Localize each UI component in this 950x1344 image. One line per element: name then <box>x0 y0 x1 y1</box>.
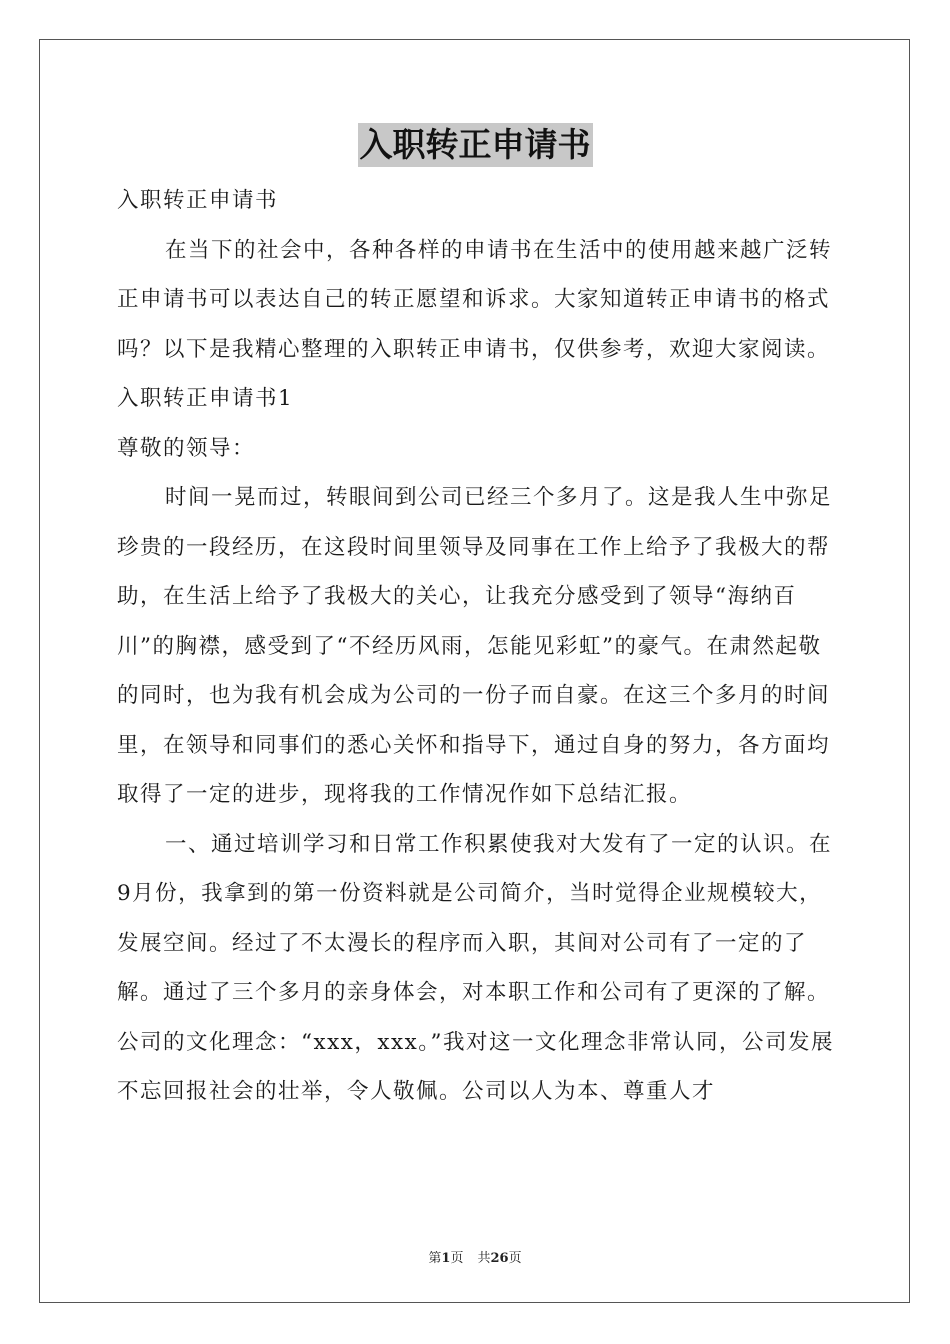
paragraph-heading: 入职转正申请书 <box>117 188 279 213</box>
document-body <box>117 176 835 1117</box>
page-prefix: 第 <box>428 1251 442 1266</box>
total-prefix: 共 <box>477 1251 491 1266</box>
paragraph-intro: 在当下的社会中，各种各样的申请书在生活中的使用越来越广泛转正申请书可以表达自己的转正愿望和诉求。大家知道转正申请书的格式吗？以下是我精心整理的入职转正申请书，仅供参考，欢迎大家阅读。 <box>117 237 833 362</box>
paragraph-body-1: 时间一晃而过，转眼间到公司已经三个多月了。这是我人生中弥足珍贵的一段经历，在这段时间里领导及同事在工作上给予了我极大的帮助，在生活上给予了我极大的关心，让我充分感受到了领导“海纳百川”的胸襟，感受到了“不经历风雨，怎能见彩虹”的豪气。在肃然起敬的同时，也为我有机会成为公司的一份子而自豪。在这三个多月的时间里，在领导和同事们的悉心关怀和指导下，通过自身的努力，各方面均取得了一定的进步，现将我的工作情况作如下总结汇报。 <box>117 485 833 807</box>
page-total: 26 <box>490 1251 509 1266</box>
document-title: 入职转正申请书 <box>358 123 593 167</box>
paragraph-body-2: 一、通过培训学习和日常工作积累使我对大发有了一定的认识。在9月份，我拿到的第一份资料就是公司简介，当时觉得企业规模较大，发展空间。经过了不太漫长的程序而入职，其间对公司有了一定的了解。通过了三个多月的亲身体会，对本职工作和公司有了更深的了解。公司的文化理念：“xxx，xxx。”我对这一文化理念非常认同，公司发展不忘回报社会的壮举，令人敬佩。公司以人为本、尊重人才 <box>117 831 834 1104</box>
page-current: 1 <box>441 1251 451 1266</box>
total-suffix: 页 <box>508 1251 522 1266</box>
page-suffix: 页 <box>450 1251 464 1266</box>
paragraph-salutation: 尊敬的领导： <box>117 435 256 461</box>
paragraph-section-heading: 入职转正申请书1 <box>117 386 294 411</box>
page-footer <box>0 1247 950 1266</box>
title-container <box>0 123 950 167</box>
